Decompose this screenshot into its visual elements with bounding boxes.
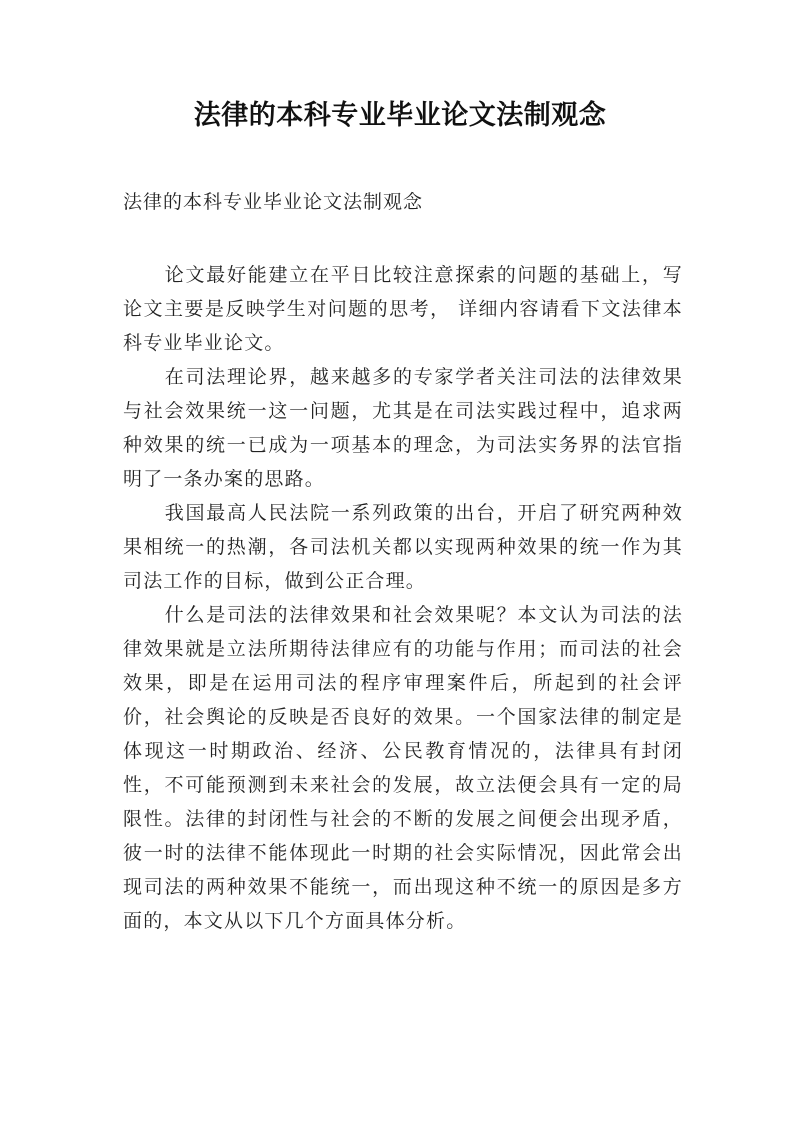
document-body xyxy=(123,258,683,938)
document-title: 法律的本科专业毕业论文法制观念 xyxy=(193,100,607,131)
body-paragraph-2: 在司法理论界，越来越多的专家学者关注司法的法律效果与社会效果统一这一问题，尤其是在司法实践过程中，追求两种效果的统一已成为一项基本的理念，为司法实务界的法官指明了一条办案的思路。 xyxy=(123,366,683,490)
body-paragraph-4: 什么是司法的法律效果和社会效果呢？本文认为司法的法律效果就是立法所期待法律应有的功能与作用；而司法的社会效果，即是在运用司法的程序审理案件后，所起到的社会评价，社会舆论的反映是否良好的效果。一个国家法律的制定是体现这一时期政治、经济、公民教育情况的，法律具有封闭性，不可能预测到未来社会的发展，故立法便会具有一定的局限性。法律的封闭性与社会的不断的发展之间便会出现矛盾，彼一时的法律不能体现此一时期的社会实际情况，因此常会出现司法的两种效果不能统一，而出现这种不统一的原因是多方面的，本文从以下几个方面具体分析。 xyxy=(123,604,683,932)
body-paragraph-3: 我国最高人民法院一系列政策的出台，开启了研究两种效果相统一的热潮，各司法机关都以实现两种效果的统一作为其司法工作的目标，做到公正合理。 xyxy=(123,502,683,592)
document-subtitle: 法律的本科专业毕业论文法制观念 xyxy=(123,191,424,213)
body-paragraph-1: 论文最好能建立在平日比较注意探索的问题的基础上，写论文主要是反映学生对问题的思考， 详细内容请看下文法律本科专业毕业论文。 xyxy=(123,264,683,354)
